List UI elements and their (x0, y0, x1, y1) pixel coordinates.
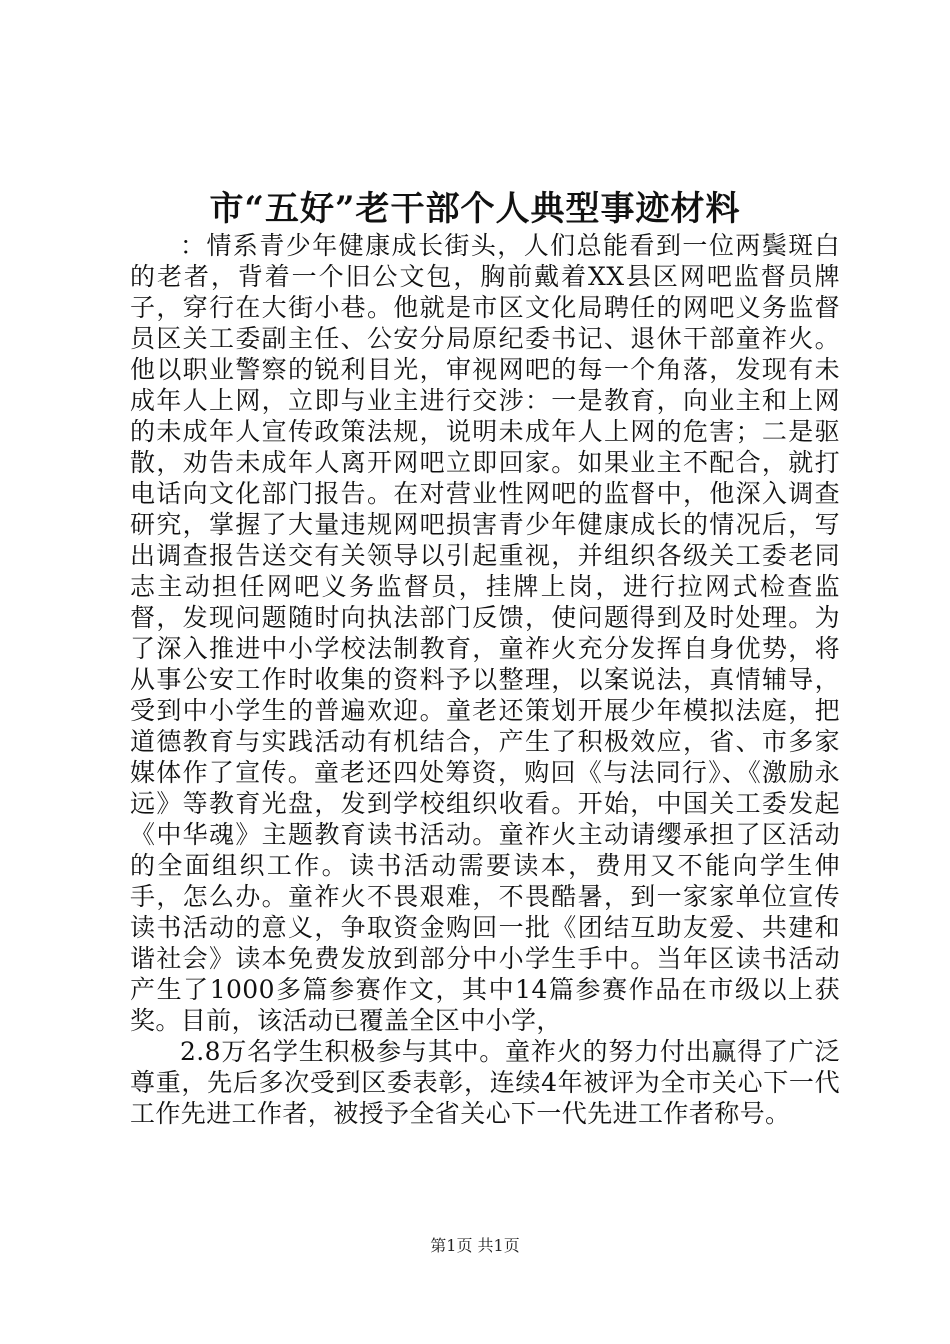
body-paragraph: ：情系青少年健康成长街头，人们总能看到一位两鬓斑白的老者，背着一个旧公文包，胸前戴着XX县区网吧监督员牌子，穿行在大街小巷。他就是市区文化局聘任的网吧义务监督员区关工委副主任、公安分局原纪委书记、退休干部童祚火。他以职业警察的锐利目光，审视网吧的每一个角落，发现有未成年人上网，立即与业主进行交涉：一是教育，向业主和上网的未成年人宣传政策法规，说明未成年人上网的危害；二是驱散，劝告未成年人离开网吧立即回家。如果业主不配合，就打电话向文化部门报告。在对营业性网吧的监督中，他深入调查研究，掌握了大量违规网吧损害青少年健康成长的情况后，写出调查报告送交有关领导以引起重视，并组织各级关工委老同志主动担任网吧义务监督员，挂牌上岗，进行拉网式检查监督，发现问题随时向执法部门反馈，使问题得到及时处理。为了深入推进中小学校法制教育，童祚火充分发挥自身优势，将从事公安工作时收集的资料予以整理，以案说法，真情辅导，受到中小学生的普遍欢迎。童老还策划开展少年模拟法庭，把道德教育与实践活动有机结合，产生了积极效应，省、市多家媒体作了宣传。童老还四处筹资，购回《与法同行》、《激励永远》等教育光盘，发到学校组织收看。开始，中国关工委发起《中华魂》主题教育读书活动。童祚火主动请缨承担了区活动的全面组织工作。读书活动需要读本，费用又不能向学生伸手，怎么办。童祚火不畏艰难，不畏酷暑，到一家家单位宣传读书活动的意义，争取资金购回一批《团结互助友爱、共建和谐社会》读本免费发放到部分中小学生手中。当年区读书活动产生了1000多篇参赛作文，其中14篇参赛作品在市级以上获奖。目前，该活动已覆盖全区中小学， (130, 231, 840, 1035)
page-footer: 第1页 共1页 (430, 1236, 520, 1255)
document-body (130, 230, 840, 1129)
document-title: 市“五好”老干部个人典型事迹材料 (209, 189, 741, 229)
body-paragraph: 2.8万名学生积极参与其中。童祚火的努力付出赢得了广泛尊重，先后多次受到区委表彰，连续4年被评为全市关心下一代工作先进工作者，被授予全省关心下一代先进工作者称号。 (130, 1037, 840, 1128)
